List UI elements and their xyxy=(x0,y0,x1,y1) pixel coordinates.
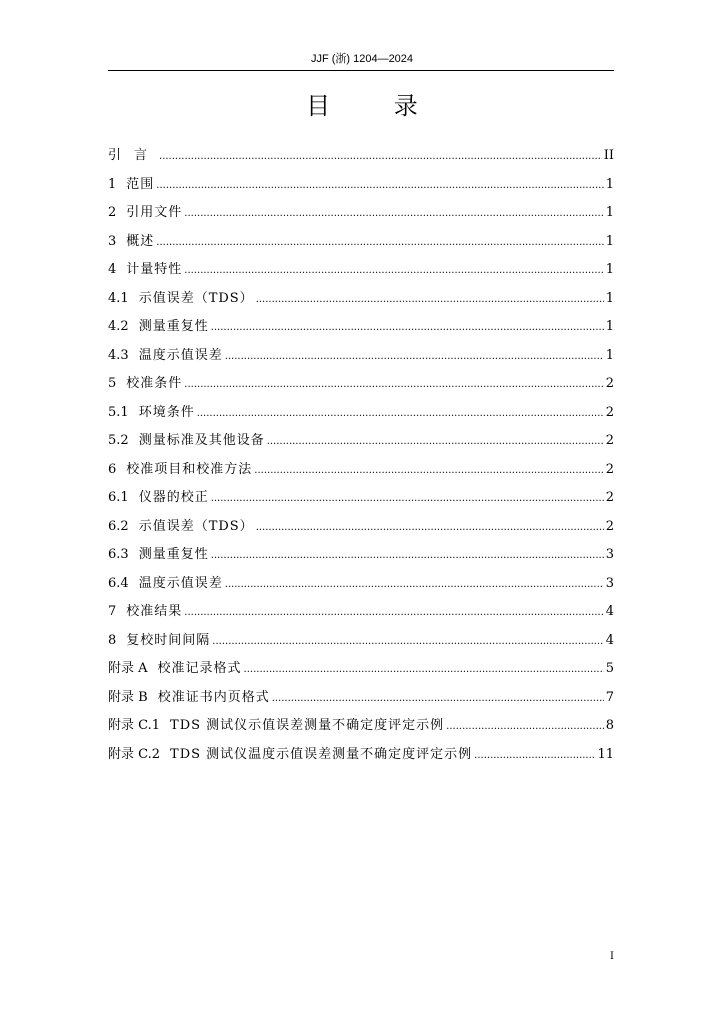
toc-entry-page: 1 xyxy=(605,290,614,306)
toc-entry-number: 3 xyxy=(108,233,117,249)
toc-entry[interactable] xyxy=(108,313,614,342)
toc-entry-page: 8 xyxy=(605,718,614,733)
toc-entry-page: 7 xyxy=(605,689,614,705)
toc-entry-page: 1 xyxy=(605,233,614,249)
toc-dot-leader xyxy=(211,542,604,571)
toc-entry[interactable] xyxy=(108,712,614,741)
toc-entry-page: 2 xyxy=(605,518,614,534)
toc-entry-label: 温度示值误差 xyxy=(138,575,223,591)
toc-entry[interactable] xyxy=(108,456,614,485)
toc-entry-page: 4 xyxy=(605,604,614,619)
toc-list xyxy=(108,142,614,769)
toc-entry-label: 校准条件 xyxy=(126,376,183,391)
toc-dot-leader xyxy=(159,143,602,172)
toc-entry-page: 2 xyxy=(605,376,614,391)
toc-entry-number: 引 言 xyxy=(108,148,148,163)
toc-dot-leader xyxy=(256,286,604,315)
toc-entry[interactable] xyxy=(108,598,614,627)
toc-entry-page: 4 xyxy=(605,632,614,648)
toc-entry-number: 4.3 xyxy=(108,347,129,363)
toc-dot-leader xyxy=(211,314,604,343)
toc-entry[interactable] xyxy=(108,199,614,228)
toc-dot-leader xyxy=(184,257,603,286)
toc-entry-number: 6.1 xyxy=(108,490,129,505)
toc-dot-leader xyxy=(254,457,603,486)
toc-entry-number: 6.2 xyxy=(108,518,129,534)
toc-entry[interactable] xyxy=(108,370,614,399)
toc-entry-number: 附录 C.2 xyxy=(108,746,161,762)
toc-entry-page: II xyxy=(603,148,614,163)
toc-entry[interactable] xyxy=(108,342,614,371)
toc-entry-label: 校准结果 xyxy=(126,604,183,619)
toc-dot-leader xyxy=(184,599,603,628)
toc-dot-leader xyxy=(446,713,604,742)
toc-entry[interactable] xyxy=(108,570,614,599)
toc-entry-number: 1 xyxy=(108,176,117,192)
toc-entry-page: 2 xyxy=(605,490,614,505)
toc-dot-leader xyxy=(256,514,604,543)
toc-entry-page: 1 xyxy=(605,319,614,334)
toc-dot-leader xyxy=(267,428,604,457)
toc-entry-label: TDS 测试仪示值误差测量不确定度评定示例 xyxy=(170,718,445,733)
toc-entry[interactable] xyxy=(108,484,614,513)
toc-entry-label: 仪器的校正 xyxy=(138,490,209,505)
toc-entry-number: 8 xyxy=(108,632,117,648)
toc-entry-page: 2 xyxy=(605,461,614,477)
toc-entry-label: 引用文件 xyxy=(126,205,183,220)
toc-dot-leader xyxy=(156,172,603,201)
toc-dot-leader xyxy=(184,371,603,400)
toc-entry-page: 1 xyxy=(605,262,614,277)
toc-entry[interactable] xyxy=(108,228,614,257)
toc-entry[interactable] xyxy=(108,171,614,200)
toc-entry-label: 校准项目和校准方法 xyxy=(126,461,253,477)
toc-entry-label: 计量特性 xyxy=(126,262,183,277)
toc-entry-number: 4.2 xyxy=(108,319,129,334)
toc-entry[interactable] xyxy=(108,741,614,770)
toc-entry[interactable] xyxy=(108,256,614,285)
page-header: JJF (浙) 1204—2024 xyxy=(310,53,414,65)
toc-entry-page: 2 xyxy=(605,433,614,448)
toc-entry-number: 5.2 xyxy=(108,433,129,448)
toc-dot-leader xyxy=(197,400,604,429)
toc-dot-leader xyxy=(272,685,604,714)
toc-entry-number: 7 xyxy=(108,604,117,619)
toc-entry-number: 6.3 xyxy=(108,547,129,562)
toc-entry-page: 11 xyxy=(597,746,614,762)
toc-dot-leader xyxy=(184,200,603,229)
toc-entry-page: 3 xyxy=(605,575,614,591)
toc-dot-leader xyxy=(225,571,604,600)
toc-title: 目 录 xyxy=(306,92,446,120)
toc-entry[interactable] xyxy=(108,427,614,456)
toc-entry-number: 6 xyxy=(108,461,117,477)
toc-entry-label: 测量重复性 xyxy=(138,319,209,334)
toc-entry[interactable] xyxy=(108,627,614,656)
toc-entry-label: 测量重复性 xyxy=(138,547,209,562)
toc-entry-label: 环境条件 xyxy=(138,404,195,420)
toc-entry-page: 1 xyxy=(605,347,614,363)
toc-dot-leader xyxy=(156,229,603,258)
toc-entry-label: 示值误差（TDS） xyxy=(138,518,254,534)
toc-entry-label: 温度示值误差 xyxy=(138,347,223,363)
toc-dot-leader xyxy=(225,343,604,372)
toc-entry-number: 2 xyxy=(108,205,117,220)
toc-entry-page: 2 xyxy=(605,404,614,420)
toc-entry[interactable] xyxy=(108,513,614,542)
toc-entry[interactable] xyxy=(108,285,614,314)
toc-entry[interactable] xyxy=(108,142,614,171)
toc-entry-label: 范围 xyxy=(126,176,155,192)
toc-entry-number: 6.4 xyxy=(108,575,129,591)
toc-entry-number: 5 xyxy=(108,376,117,391)
toc-entry-label: 测量标准及其他设备 xyxy=(138,433,265,448)
toc-entry-label: 复校时间间隔 xyxy=(126,632,211,648)
toc-entry[interactable] xyxy=(108,541,614,570)
toc-entry[interactable] xyxy=(108,684,614,713)
toc-entry-label: TDS 测试仪温度示值误差测量不确定度评定示例 xyxy=(170,746,473,762)
toc-dot-leader xyxy=(244,656,604,685)
toc-entry-page: 1 xyxy=(605,176,614,192)
toc-dot-leader xyxy=(212,628,603,657)
toc-entry-label: 校准证书内页格式 xyxy=(157,689,270,705)
toc-entry-page: 1 xyxy=(605,205,614,220)
toc-entry-label: 校准记录格式 xyxy=(157,661,242,676)
toc-entry[interactable] xyxy=(108,655,614,684)
toc-entry-label: 示值误差（TDS） xyxy=(138,290,254,306)
toc-entry-page: 5 xyxy=(605,661,614,676)
toc-entry-number: 附录 C.1 xyxy=(108,718,161,733)
toc-entry-number: 附录 A xyxy=(108,661,148,676)
toc-entry-page: 3 xyxy=(605,547,614,562)
toc-dot-leader xyxy=(474,742,595,771)
header-rule xyxy=(108,70,614,71)
toc-entry-number: 附录 B xyxy=(108,689,148,705)
toc-entry-number: 4.1 xyxy=(108,290,129,306)
toc-entry-number: 5.1 xyxy=(108,404,129,420)
toc-entry-number: 4 xyxy=(108,262,117,277)
toc-dot-leader xyxy=(211,485,604,514)
page-number: I xyxy=(610,951,614,962)
toc-entry[interactable] xyxy=(108,399,614,428)
toc-entry-label: 概述 xyxy=(126,233,155,249)
